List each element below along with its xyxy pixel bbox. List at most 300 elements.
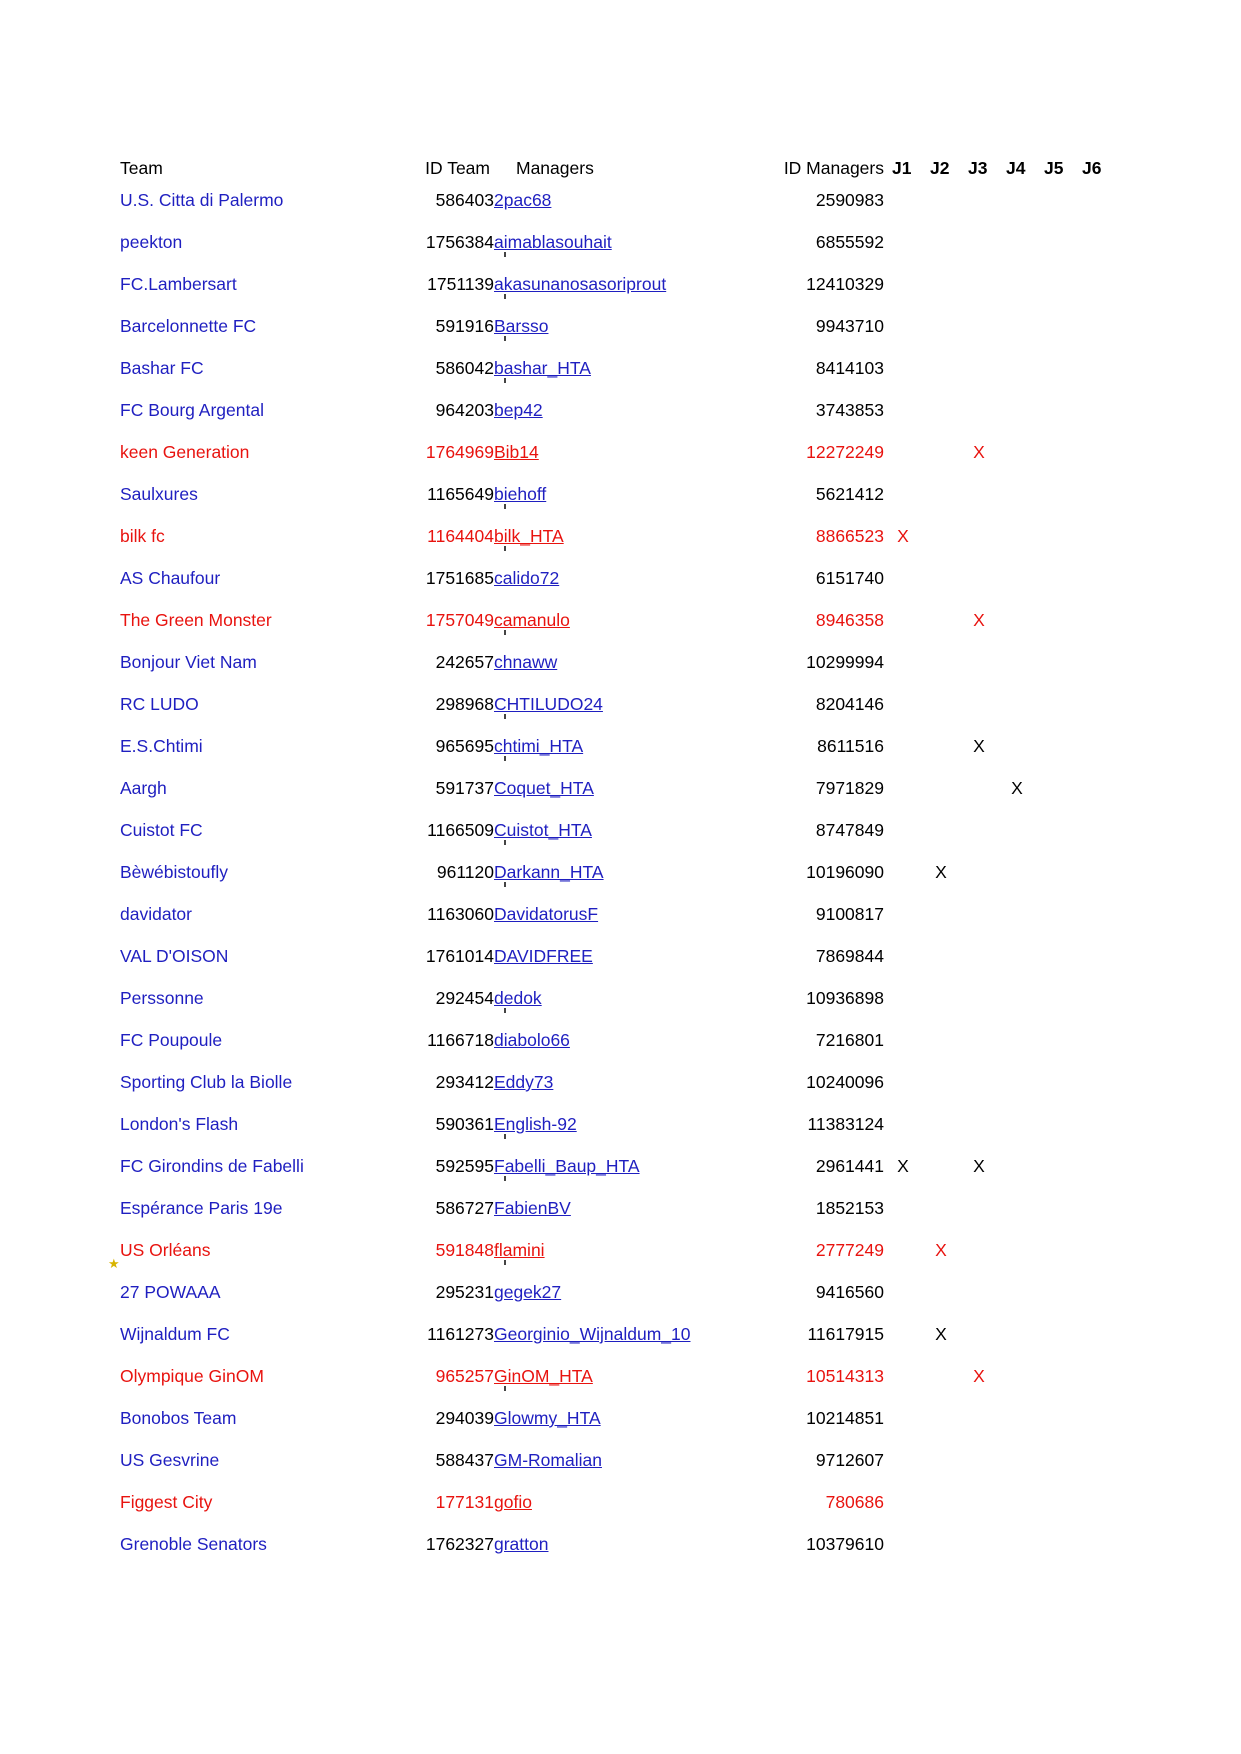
team-id: 177131 [435,1492,494,1512]
team-link[interactable] [120,431,410,473]
table-row [120,935,1112,977]
manager-link[interactable]: DavidatorusF [494,904,599,924]
match-mark-j3 [960,1271,998,1313]
match-mark-j4 [998,389,1036,431]
team-name: E.S.Chtimi [120,736,203,756]
team-name: London's Flash [120,1114,239,1134]
match-mark-j4 [998,851,1036,893]
team-name: Perssonne [120,988,204,1008]
match-mark-j1 [884,1355,922,1397]
match-mark-j1 [884,1481,922,1523]
manager-id: 7216801 [815,1030,884,1050]
manager-id: 9712607 [815,1450,884,1470]
roster-table [108,158,1112,1565]
match-mark-j1 [884,1019,922,1061]
match-mark-j3: X [973,1156,985,1176]
match-mark-j3 [960,389,998,431]
manager-link[interactable]: FabienBV [494,1198,571,1218]
match-mark-j4 [998,221,1036,263]
table-row [120,473,1112,515]
manager-link[interactable]: Glowmy_HTA [494,1408,601,1428]
team-name: Figgest City [120,1492,213,1512]
manager-id: 11617915 [807,1324,884,1344]
manager-link[interactable]: aimablasouhait [494,221,764,263]
bullet-icon [504,504,506,509]
team-id: 964203 [435,400,494,420]
team-name: Wijnaldum FC [120,1324,230,1344]
manager-link[interactable]: akasunanosasoriprout [494,263,764,305]
column-header-managers: Managers [516,158,594,178]
manager-link[interactable]: calido72 [494,568,560,588]
manager-link[interactable]: chtimi_HTA [494,725,764,767]
team-link[interactable] [120,977,410,1019]
team-name: FC Girondins de Fabelli [120,1156,304,1176]
team-link[interactable] [120,809,410,851]
bullet-icon [504,882,506,887]
table-row [120,347,1112,389]
match-mark-j1: X [897,526,909,546]
team-link[interactable] [120,221,410,263]
match-mark-j6 [1074,1103,1112,1145]
match-mark-j6 [1074,1187,1112,1229]
team-link[interactable] [120,473,410,515]
match-mark-j1 [884,725,922,767]
table-row [120,557,1112,599]
match-mark-j2 [922,1019,960,1061]
table-row [120,641,1112,683]
match-mark-j6 [1074,851,1112,893]
match-mark-j6 [1074,1313,1112,1355]
match-mark-j5 [1036,641,1074,683]
match-mark-j1: X [897,1156,909,1176]
match-mark-j6 [1074,557,1112,599]
match-mark-j4 [998,1061,1036,1103]
manager-link[interactable]: DAVIDFREE [494,946,593,966]
match-mark-j5 [1036,1019,1074,1061]
team-link[interactable] [120,179,410,221]
match-mark-j5 [1036,1229,1074,1271]
manager-link[interactable]: chnaww [494,652,558,672]
match-mark-j2 [922,1145,960,1187]
match-mark-j6 [1074,1439,1112,1481]
team-link[interactable] [120,1187,410,1229]
team-link[interactable] [120,1019,410,1061]
match-mark-j3: X [973,1366,985,1386]
match-mark-j2 [922,599,960,641]
manager-id: 12410329 [806,274,884,294]
table-header-row [120,158,1112,179]
team-link[interactable] [120,767,410,809]
manager-link[interactable]: bashar_HTA [494,347,764,389]
match-mark-j5 [1036,1271,1074,1313]
team-link[interactable] [108,1256,410,1313]
match-mark-j1 [884,305,922,347]
match-mark-j4 [998,1523,1036,1565]
match-mark-j2 [922,1397,960,1439]
match-mark-j6 [1074,1229,1112,1271]
match-mark-j4 [998,1187,1036,1229]
match-mark-j3: X [973,442,985,462]
team-name: FC Poupoule [120,1030,223,1050]
table-row [120,1397,1112,1439]
match-mark-j6 [1074,389,1112,431]
match-mark-j3 [960,683,998,725]
match-mark-j3 [960,515,998,557]
table-row [120,599,1112,641]
table-row [120,1523,1112,1565]
team-id: 294039 [435,1408,494,1428]
bullet-icon [504,294,506,299]
team-id: 588437 [435,1450,494,1470]
table-row [120,1313,1112,1355]
match-mark-j4 [998,431,1036,473]
manager-link[interactable]: gegek27 [494,1282,562,1302]
team-link[interactable] [120,389,410,431]
team-link[interactable] [120,1355,410,1397]
manager-link[interactable]: Bib14 [494,442,539,462]
match-mark-j5 [1036,263,1074,305]
match-mark-j1 [884,221,922,263]
bullet-icon [504,630,506,635]
match-mark-j2 [922,263,960,305]
team-link[interactable] [120,1061,410,1103]
team-link[interactable] [120,305,410,347]
manager-link[interactable]: gratton [494,1534,549,1554]
star-icon: ★ [108,1256,120,1271]
match-mark-j1 [884,1397,922,1439]
team-link[interactable] [120,599,410,641]
match-mark-j4 [998,1019,1036,1061]
table-row [120,809,1112,851]
match-mark-j3 [960,851,998,893]
team-link[interactable] [120,1229,410,1271]
team-link[interactable] [120,683,410,725]
match-mark-j1 [884,1271,922,1313]
match-mark-j3 [960,1313,998,1355]
match-mark-j6 [1074,1019,1112,1061]
manager-link[interactable]: Eddy73 [494,1072,554,1092]
team-link[interactable] [120,515,410,557]
match-mark-j2: X [935,862,947,882]
match-mark-j2: X [935,1324,947,1344]
match-mark-j4 [998,809,1036,851]
team-id: 1751139 [427,274,494,294]
manager-link[interactable]: GM-Romalian [494,1450,602,1470]
match-mark-j2 [922,1523,960,1565]
column-header-j1: J1 [892,158,912,178]
manager-link[interactable]: flamini [494,1229,764,1271]
match-mark-j1 [884,347,922,389]
table-body [108,179,1112,1565]
match-mark-j2 [922,767,960,809]
team-name: RC LUDO [120,694,199,714]
manager-link[interactable]: Fabelli_Baup_HTA [494,1145,764,1187]
match-mark-j6 [1074,179,1112,221]
match-mark-j2 [922,725,960,767]
manager-id: 8946358 [815,610,884,630]
match-mark-j6 [1074,935,1112,977]
bullet-icon [504,756,506,761]
match-mark-j2 [922,515,960,557]
manager-link[interactable]: biehoff [494,473,764,515]
match-mark-j1 [884,1187,922,1229]
team-id: 293412 [435,1072,494,1092]
match-mark-j4 [998,1481,1036,1523]
team-name: U.S. Citta di Palermo [120,190,284,210]
team-name: FC Bourg Argental [120,400,264,420]
match-mark-j3 [960,1061,998,1103]
match-mark-j6 [1074,1523,1112,1565]
bullet-icon [504,378,506,383]
team-name: Bonjour Viet Nam [120,652,257,672]
match-mark-j1 [884,977,922,1019]
match-mark-j5 [1036,179,1074,221]
column-header-id-team: ID Team [425,158,490,178]
bullet-icon [504,336,506,341]
match-mark-j2 [922,389,960,431]
match-mark-j4 [998,683,1036,725]
bullet-icon [504,1386,506,1391]
team-id: 965695 [435,736,494,756]
match-mark-j3: X [973,610,985,630]
match-mark-j3 [960,767,998,809]
team-id: 1756384 [425,232,494,252]
team-link[interactable] [120,851,410,893]
match-mark-j5 [1036,1313,1074,1355]
match-mark-j2 [922,893,960,935]
table-row [120,221,1112,263]
match-mark-j5 [1036,1145,1074,1187]
manager-link[interactable]: bep42 [494,400,543,420]
match-mark-j6 [1074,977,1112,1019]
match-mark-j5 [1036,221,1074,263]
match-mark-j4 [998,263,1036,305]
match-mark-j2 [922,179,960,221]
match-mark-j5 [1036,851,1074,893]
table-row [120,977,1112,1019]
team-link[interactable] [120,1523,410,1565]
manager-id: 780686 [825,1492,884,1512]
manager-link[interactable]: diabolo66 [494,1030,570,1050]
table-row [120,1187,1112,1229]
manager-link[interactable]: Coquet_HTA [494,778,594,798]
table-row [120,767,1112,809]
column-header-team: Team [120,158,163,178]
team-link[interactable] [120,1313,410,1355]
match-mark-j6 [1074,263,1112,305]
match-mark-j4 [998,347,1036,389]
match-mark-j3 [960,1187,998,1229]
team-id: 242657 [435,652,494,672]
table-row [120,515,1112,557]
team-link[interactable] [120,935,410,977]
match-mark-j3 [960,473,998,515]
match-mark-j4 [998,1439,1036,1481]
match-mark-j2 [922,473,960,515]
match-mark-j2 [922,347,960,389]
match-mark-j4 [998,977,1036,1019]
team-link[interactable] [120,557,410,599]
team-id: 1165649 [427,484,494,504]
match-mark-j2 [922,641,960,683]
team-id: 1751685 [425,568,494,588]
table-row [120,1145,1112,1187]
manager-link[interactable]: Barsso [494,305,764,347]
team-link[interactable] [120,1481,410,1523]
bullet-icon [504,1008,506,1013]
team-id: 295231 [435,1282,494,1302]
manager-id: 10379610 [806,1534,884,1554]
match-mark-j1 [884,263,922,305]
match-mark-j1 [884,893,922,935]
team-link[interactable] [120,893,410,935]
table-row [120,1481,1112,1523]
manager-link[interactable]: gofio [494,1492,532,1512]
match-mark-j4 [998,557,1036,599]
manager-id: 8204146 [815,694,884,714]
match-mark-j5 [1036,1103,1074,1145]
team-name: Saulxures [120,484,198,504]
match-mark-j4 [998,1103,1036,1145]
table-row [120,893,1112,935]
table-row [120,1355,1112,1397]
match-mark-j1 [884,1313,922,1355]
team-link[interactable] [120,1439,410,1481]
manager-id: 8611516 [817,736,884,756]
match-mark-j5 [1036,347,1074,389]
team-link[interactable] [120,1103,410,1145]
manager-link[interactable]: GinOM_HTA [494,1355,764,1397]
team-id: 292454 [435,988,494,1008]
team-id: 586403 [435,190,494,210]
team-link[interactable] [120,263,410,305]
match-mark-j3 [960,1481,998,1523]
manager-link[interactable]: camanulo [494,599,764,641]
match-mark-j5 [1036,305,1074,347]
manager-link[interactable]: CHTILUDO24 [494,683,764,725]
manager-link[interactable]: bilk_HTA [494,515,764,557]
team-name: Barcelonnette FC [120,316,257,336]
match-mark-j3 [960,347,998,389]
match-mark-j6 [1074,1145,1112,1187]
match-mark-j1 [884,1229,922,1271]
match-mark-j5 [1036,557,1074,599]
match-mark-j6 [1074,809,1112,851]
match-mark-j5 [1036,809,1074,851]
manager-id: 10936898 [806,988,884,1008]
match-mark-j3 [960,263,998,305]
match-mark-j4 [998,473,1036,515]
match-mark-j5 [1036,1187,1074,1229]
match-mark-j2 [922,1103,960,1145]
match-mark-j3 [960,179,998,221]
match-mark-j5 [1036,1061,1074,1103]
table-row [120,851,1112,893]
match-mark-j4: X [1011,778,1023,798]
team-id: 1762327 [425,1534,494,1554]
match-mark-j5 [1036,725,1074,767]
manager-id: 10299994 [806,652,884,672]
team-id: 965257 [435,1366,494,1386]
team-name: bilk fc [120,526,165,546]
manager-id: 7971829 [815,778,884,798]
team-link[interactable] [120,347,410,389]
table-row [120,1019,1112,1061]
manager-id: 5621412 [815,484,884,504]
team-link[interactable] [120,641,410,683]
manager-link[interactable]: 2pac68 [494,190,552,210]
manager-link[interactable]: Georginio_Wijnaldum_10 [494,1324,691,1344]
match-mark-j2: X [935,1240,947,1260]
manager-link[interactable]: dedok [494,977,764,1019]
team-link[interactable] [120,1397,410,1439]
match-mark-j6 [1074,1271,1112,1313]
match-mark-j6 [1074,431,1112,473]
manager-id: 6151740 [815,568,884,588]
match-mark-j2 [922,431,960,473]
table-row [120,179,1112,221]
match-mark-j6 [1074,599,1112,641]
manager-id: 8414103 [815,358,884,378]
match-mark-j3 [960,1397,998,1439]
table-row [120,1229,1112,1271]
table-row [120,1061,1112,1103]
manager-link[interactable]: Cuistot_HTA [494,809,764,851]
manager-link[interactable]: Darkann_HTA [494,851,764,893]
team-link[interactable] [120,1145,410,1187]
match-mark-j4 [998,893,1036,935]
team-id: 1161273 [427,1324,494,1344]
bullet-icon [504,1260,506,1265]
match-mark-j6 [1074,305,1112,347]
team-name: Grenoble Senators [120,1534,267,1554]
table-row [120,389,1112,431]
manager-id: 2590983 [815,190,884,210]
match-mark-j4 [998,515,1036,557]
match-mark-j5 [1036,893,1074,935]
match-mark-j1 [884,851,922,893]
bullet-icon [504,1176,506,1181]
match-mark-j2 [922,977,960,1019]
team-name: Sporting Club la Biolle [120,1072,293,1092]
team-name: Espérance Paris 19e [120,1198,283,1218]
match-mark-j3 [960,809,998,851]
column-header-j5: J5 [1044,158,1064,178]
team-id: 1761014 [425,946,494,966]
team-name: keen Generation [120,442,250,462]
team-name: The Green Monster [120,610,272,630]
team-id: 590361 [435,1114,494,1134]
team-id: 298968 [435,694,494,714]
team-name: US Gesvrine [120,1450,220,1470]
match-mark-j2 [922,683,960,725]
manager-link[interactable]: English-92 [494,1103,764,1145]
team-link[interactable] [120,725,410,767]
match-mark-j2 [922,1271,960,1313]
match-mark-j5 [1036,473,1074,515]
column-header-j3: J3 [968,158,988,178]
match-mark-j3 [960,1439,998,1481]
team-name: FC.Lambersart [120,274,237,294]
manager-id: 6855592 [815,232,884,252]
match-mark-j1 [884,1061,922,1103]
team-id: 1164404 [427,526,494,546]
manager-id: 10196090 [806,862,884,882]
team-id: 1163060 [427,904,494,924]
match-mark-j5 [1036,1397,1074,1439]
match-mark-j5 [1036,515,1074,557]
match-mark-j3: X [973,736,985,756]
